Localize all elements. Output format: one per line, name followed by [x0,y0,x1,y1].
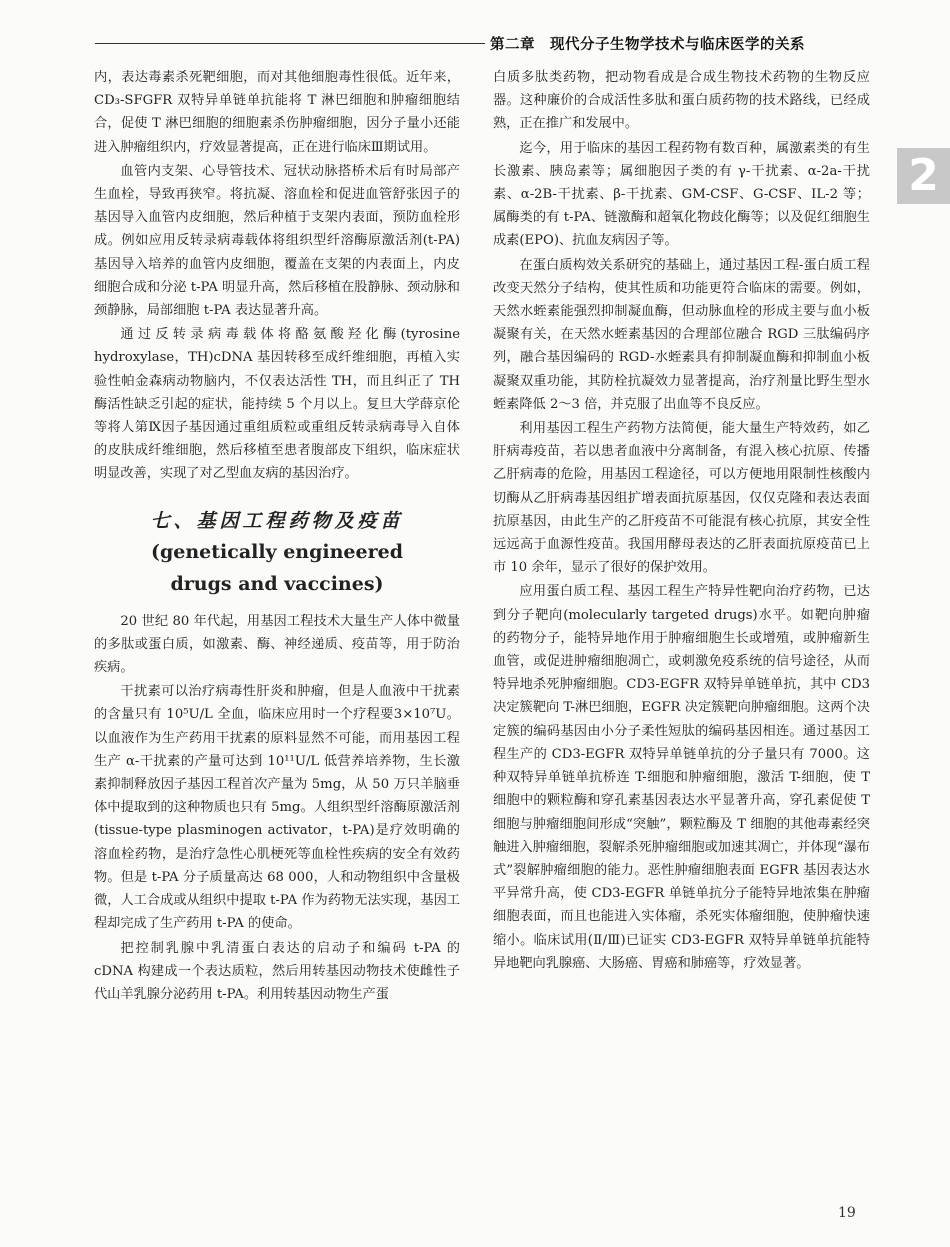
section-heading-zh: 七、基因工程药物及疫苗 [150,509,404,532]
right-column [493,66,870,976]
left-column [94,66,460,1007]
paragraph: 把控制乳腺中乳清蛋白表达的启动子和编码 t-PA 的 cDNA 构建成一个表达质粒，然后用转基因动物技术使雌性子代山羊乳腺分泌药用 t-PA。利用转基因动物生产蛋 [94,940,460,1002]
paragraph: 内，表达毒素杀死靶细胞，而对其他细胞毒性很低。近年来，CD₃-SFGFR 双特异单链单抗能将 T 淋巴细胞和肿瘤细胞结合，促使 T 淋巴细胞的细胞素杀伤肿瘤细胞，因分子量小还能进入肿瘤组织内，疗效显著提高，正在进行临床Ⅲ期试用。 [94,70,460,155]
paragraph: 白质多肽类药物，把动物看成是合成生物技术药物的生物反应器。这种廉价的合成活性多肽和蛋白质药物的技术路线，已经成熟，正在推广和发展中。 [493,70,870,132]
paragraph: 干扰素可以治疗病毒性肝炎和肿瘤，但是人血液中干扰素的含量只有 10⁵U/L 全血，临床应用时一个疗程要3×10⁷U。以血液作为生产药用干扰素的原料显然不可能，而用基因工程生产 α-干扰素的产量可达到 10¹¹U/L 低营养培养物，生长激素抑制释放因子基因工程首次产量为 5mg，从 50 万只羊脑垂体中提取到的这种物质也只有 5mg。人组织型纤溶酶原激活剂(tissue-type plasminogen activator，t-PA)是疗效明确的溶血栓药物，是治疗急性心肌梗死等血栓性疾病的安全有效药物。但是 t-PA 分子质量高达 68 000，人和动物组织中含量极微，人工合成或从组织中提取 t-PA 作为药物无法实现，基因工程却完成了生产药用 t-PA 的使命。 [94,684,460,932]
section-heading-en-line2: drugs and vaccines) [170,572,384,595]
running-header: 第二章 现代分子生物学技术与临床医学的关系 [490,37,805,53]
paragraph: 迄今，用于临床的基因工程药物有数百种，属激素类的有生长激素、胰岛素等；属细胞因子类的有 γ-干扰素、α-2a-干扰素、α-2B-干扰素、β-干扰素、GM-CSF、G-CSF、IL-2 等；属酶类的有 t-PA、链激酶和超氧化物歧化酶等；以及促红细胞生成素(EPO)、抗血友病因子等。 [493,140,870,249]
paragraph: 利用基因工程生产药物方法简便，能大量生产特效药，如乙肝病毒疫苗，若以患者血液中分离制备，有混入核心抗原、传播乙肝病毒的危险，用基因工程途径，可以方便地用限制性核酸内切酶从乙肝病毒基因组扩增表面抗原基因，仅仅克隆和表达表面抗原基因，由此生产的乙肝疫苗不可能混有核心抗原，其安全性远远高于血源性疫苗。我国用酵母表达的乙肝表面抗原疫苗已上市 10 余年，显示了很好的保护效用。 [493,421,870,576]
paragraph: 在蛋白质构效关系研究的基础上，通过基因工程-蛋白质工程改变天然分子结构，使其性质和功能更符合临床的需要。例如，天然水蛭素能强烈抑制凝血酶，但动脉血栓的形成主要与血小板凝聚有关，在天然水蛭素基因的合理部位融合 RGD 三肽编码序列，融合基因编码的 RGD-水蛭素具有抑制凝血酶和抑制血小板凝聚双重功能，其防栓抗凝效力显著提高，治疗剂量比野生型水蛭素降低 2～3 倍，并克服了出血等不良反应。 [493,257,870,412]
section-heading [94,506,460,600]
header-rule [95,43,485,44]
paragraph: 通过反转录病毒载体将酪氨酸羟化酶(tyrosine hydroxylase，TH)cDNA 基因转移至成纤维细胞，再植入实验性帕金森病动物脑内，不仅表达活性 TH，而且纠正了 TH 酶活性缺乏引起的症状，能持续 5 个月以上。复旦大学薛京伦等将人第Ⅸ因子基因通过重组质粒或重组反转录病毒导入自体的皮肤成纤维细胞，然后移植至患者腹部皮下组织，临床症状明显改善，实现了对乙型血友病的基因治疗。 [94,327,460,482]
paragraph: 血管内支架、心导管技术、冠状动脉搭桥术后有时局部产生血栓，导致再狭窄。将抗凝、溶血栓和促进血管舒张因子的基因导入血管内皮细胞，然后种植于支架内表面，预防血栓形成。例如应用反转录病毒载体将组织型纤溶酶原激活剂(t-PA)基因导入培养的血管内皮细胞，覆盖在支架的内表面上，内皮细胞合成和分泌 t-PA 明显升高，然后移植在股静脉、颈动脉和颈静脉，局部细胞 t-PA 表达显著升高。 [94,163,460,319]
chapter-tab: 2 [897,148,950,204]
paragraph: 20 世纪 80 年代起，用基因工程技术大量生产人体中微量的多肽或蛋白质，如激素、酶、神经递质、疫苗等，用于防治疾病。 [94,613,460,676]
paragraph: 应用蛋白质工程、基因工程生产特异性靶向治疗药物，已达到分子靶向(molecularly targeted drugs)水平。如靶向肿瘤的药物分子，能特异地作用于肿瘤细胞生长或增殖，或肿瘤新生血管，或促进肿瘤细胞凋亡，或刺激免疫系统的信号途径，从而特异地杀死肿瘤细胞。CD3-EGFR 双特异单链单抗，其中 CD3 决定簇靶向 T-淋巴细胞，EGFR 决定簇靶向肿瘤细胞。这两个决定簇的编码基因由小分子柔性短肽的编码基因相连。通过基因工程生产的 CD3-EGFR 双特异单链单抗的分子量只有 7000。这种双特异单链单抗桥连 T-细胞和肿瘤细胞，激活 T-细胞，使 T 细胞中的颗粒酶和穿孔素基因表达水平显著升高，穿孔素促使 T 细胞与肿瘤细胞间形成“突触”，颗粒酶及 T 细胞的其他毒素经突触进入肿瘤细胞，裂解杀死肿瘤细胞或加速其凋亡，并体现“瀑布式”裂解肿瘤细胞的能力。恶性肿瘤细胞表面 EGFR 基因表达水平异常升高，使 CD3-EGFR 单链单抗分子能特异地浓集在肿瘤细胞表面，而且也能进入实体瘤，杀死实体瘤细胞，使肿瘤快速缩小。临床试用(Ⅱ/Ⅲ)已证实 CD3-EGFR 双特异单链单抗能特异地靶向乳腺癌、大肠癌、胃癌和肺癌等，疗效显著。 [493,584,870,971]
page-number: 19 [838,1205,856,1221]
section-heading-en-line1: (genetically engineered [150,540,403,563]
